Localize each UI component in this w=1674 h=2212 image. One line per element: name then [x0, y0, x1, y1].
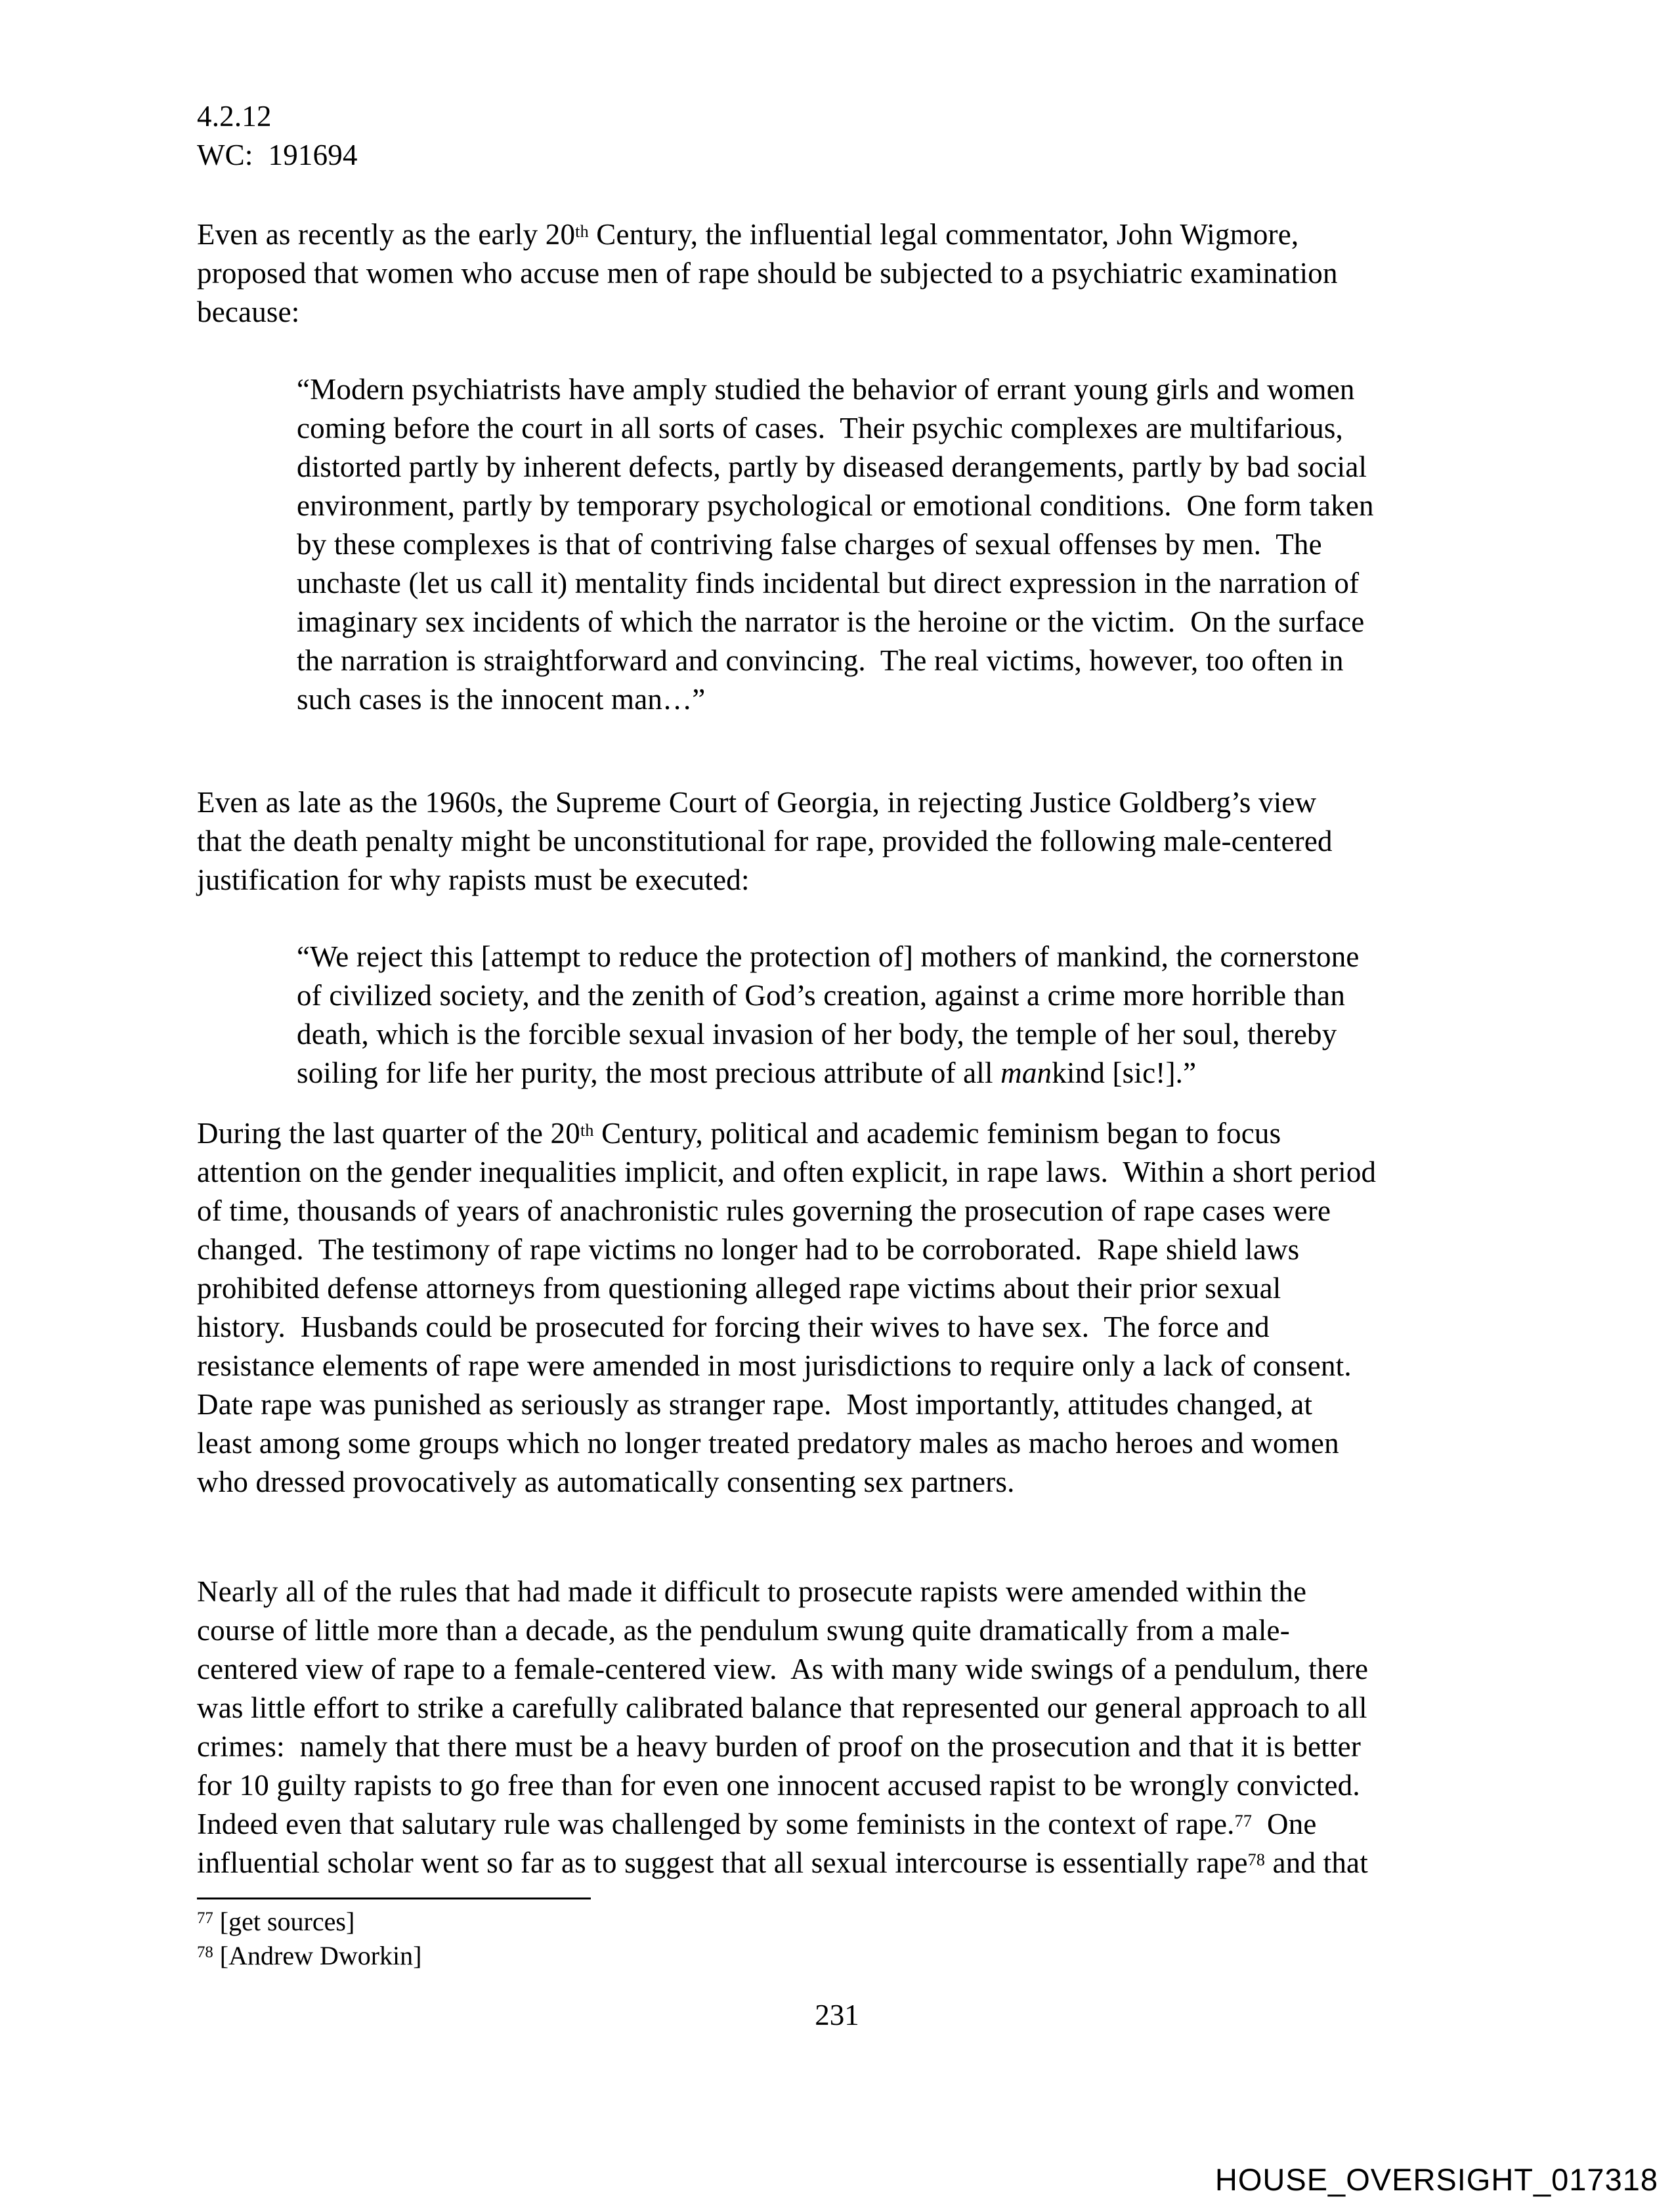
paragraph-4: Nearly all of the rules that had made it difficult to prosecute rapists were amended within the course of little more than a decade, as the pendulum swung quite dramatically from a male- centered view of rape to a female-centered view. As with many wide swings of a pendulum, there was little effort to strike a carefully calibrated balance that represented our general approach to all crimes: namely that there must be a heavy burden of proof on the prosecution and that it is better for 10 guilty rapists to go free than for even one innocent accused rapist to be wrongly convicted. Indeed even that salutary rule was challenged by some feminists in the context of rape.$^{77}$ One influential scholar went so far as to suggest that all sexual intercourse is essentially rape$^{78}$ and that — [197, 1575, 1369, 1879]
paragraph-1: Even as recently as the early 20th Century, the influential legal commentator, John Wigmore, proposed that women who accuse men of rape should be subjected to a psychiatric examination because: — [197, 218, 1338, 328]
block-quote-1: “Modern psychiatrists have amply studied the behavior of errant young girls and women coming before the court in all sorts of cases. Their psychic complexes are multifarious, distorted partly by inherent defects, partly by diseased derangements, partly by bad social environment, partly by temporary psychological or emotional conditions. One form taken by these complexes is that of contriving false charges of sexual offenses by men. The unchaste (let us call it) mentality finds incidental but direct expression in the narration of imaginary sex incidents of which the narrator is the heroine or the victim. On the surface the narration is straightforward and convincing. The real victims, however, too often in such cases is the innocent man…” — [297, 373, 1374, 716]
footnote-separator — [197, 1898, 591, 1899]
footnote-77: $^{77}$ [get sources] — [197, 1907, 355, 1936]
paragraph-2: Even as late as the 1960s, the Supreme Court of Georgia, in rejecting Justice Goldberg’s view that the death penalty might be unconstitutional for rape, provided the following male-centered justification for why rapists must be executed: — [197, 786, 1333, 896]
block-quote-2: “We reject this [attempt to reduce the protection of] mothers of mankind, the cornerstone of civilized society, and the zenith of God’s creation, against a crime more horrible than death, which is the forcible sexual invasion of her body, the temple of her soul, thereby soiling for life her purity, the most precious attribute of all mankind [sic!].” — [297, 940, 1360, 1089]
page-number: 231 — [815, 1999, 859, 2031]
header-notes: 4.2.12 WC: 191694 — [197, 100, 358, 171]
bates-stamp: HOUSE_OVERSIGHT_017318 — [1214, 2162, 1658, 2197]
paragraph-3: During the last quarter of the 20th Century, political and academic feminism began to focus attention on the gender inequalities implicit, and often explicit, in rape laws. Within a short period of time, thousands of years of anachronistic rules governing the prosecution of rape cases were changed. The testimony of rape victims no longer had to be corroborated. Rape shield laws prohibited defense attorneys from questioning alleged rape victims about their prior sexual history. Husbands could be prosecuted for forcing their wives to have sex. The force and resistance elements of rape were amended in most jurisdictions to require only a lack of consent. Date rape was punished as seriously as stranger rape. Most importantly, attitudes changed, at least among some groups which no longer treated predatory males as macho heroes and women who dressed provocatively as automatically consenting sex partners. — [197, 1117, 1377, 1498]
footnote-78: $^{78}$ [Andrew Dworkin] — [197, 1941, 422, 1970]
